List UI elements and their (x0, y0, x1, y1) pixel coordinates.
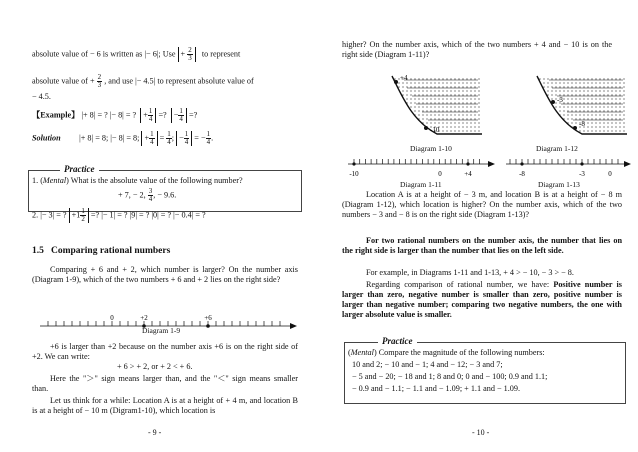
sign: + (143, 110, 148, 120)
practice-question-2 (32, 208, 206, 223)
paragraph-text: Regarding comparison of rational number, we have: (366, 280, 554, 289)
fraction (148, 108, 154, 123)
right-page (322, 0, 638, 452)
cliff-diagram-1-12 (527, 66, 637, 148)
text-fragment: 2. |− 3| = ? (32, 210, 67, 220)
text-fragment: Mental (42, 176, 67, 185)
paragraph-text: Here the "＞" sign means larger than, and the "＜" sign means smaller than. (32, 374, 298, 393)
paragraph-text: Let us think for a while: Location A is at a height of + 4 m, and location B is at a height of − 10 m (Digram1-10), which location is (32, 396, 298, 415)
solution-label: Solution (32, 133, 61, 143)
practice-line: 10 and 2; − 10 and − 1; 4 and − 12; − 3 and 7; (352, 360, 503, 369)
text-fragment: |+ 8| = ? |− 8| = ? (81, 110, 137, 120)
text-fragment: , − 9.6. (153, 190, 177, 200)
text-fragment: absolute value of + (32, 76, 97, 86)
numerator: 1 (184, 130, 189, 138)
text-fragment: absolute value of − 6 is written as |− 6|; Use (32, 49, 178, 59)
axis-label: +4 (464, 170, 472, 178)
fraction (184, 131, 190, 146)
paragraph-text: Location A is at a height of − 3 m, and location B is at a height of − 8 m (Diagram 1-12), which location is higher? On the number axis, which of the two numbers − 3 and − 8 is on the right side (Diagram 1-13)? (342, 190, 622, 219)
denominator: 4 (167, 138, 171, 146)
text-fragment: . (211, 133, 214, 143)
text-line (32, 74, 254, 89)
denominator: 4 (179, 115, 183, 123)
denominator: 4 (148, 115, 153, 123)
point-a (551, 100, 555, 104)
example-label: 【Example】 (32, 110, 80, 120)
paragraph (342, 236, 622, 256)
axis-label: +6 (204, 314, 212, 322)
numerator: 1 (150, 130, 154, 138)
practice-values (118, 188, 176, 203)
text-fragment: =? (188, 110, 198, 120)
axis-label: 0 (438, 170, 442, 178)
height-label: -8 (579, 120, 585, 128)
point-b (424, 126, 428, 130)
page-number: - 9 - (148, 428, 162, 437)
paragraph (32, 396, 298, 416)
absolute-value-expression (176, 131, 192, 146)
sign: +1 (71, 210, 81, 220)
numerator: 1 (206, 130, 211, 138)
paragraph (32, 342, 298, 362)
absolute-value-expression (178, 47, 196, 62)
numerator: 2 (188, 46, 192, 54)
axis-point (352, 162, 355, 165)
numerator: 1 (148, 107, 153, 115)
axis-point (520, 162, 523, 165)
axis-arrow-icon (488, 161, 495, 167)
paragraph (342, 190, 622, 220)
numerator: 3 (148, 187, 153, 195)
fraction (97, 74, 103, 89)
axis-label: -10 (349, 170, 359, 178)
practice-line: − 5 and − 20; − 18 and 1; 8 and 0; 0 and − 100; 0.9 and 1.1; (352, 372, 548, 381)
axis-point (466, 162, 469, 165)
axis-label: -3 (579, 170, 585, 178)
text-fragment: + 7, − 2, (118, 190, 148, 200)
fraction (187, 47, 193, 62)
text-fragment: to represent (201, 49, 241, 59)
sign: + (144, 133, 150, 143)
paragraph-text: Comparing + 6 and + 2, which number is larger? On the number axis (Diagram 1-9), which of the two numbers + 6 and + 2 lies on the right side? (32, 265, 298, 284)
denominator: 3 (97, 81, 102, 89)
paragraph (32, 374, 298, 394)
text-fragment: = (159, 133, 167, 143)
denominator: 4 (150, 138, 154, 146)
practice-title: Practice (378, 336, 417, 346)
text-line (32, 47, 240, 62)
point-b (573, 126, 577, 130)
paragraph (342, 280, 622, 320)
text-fragment: ) What is the absolute value of the following number? (66, 176, 243, 185)
height-label: +4 (400, 74, 408, 82)
example-line (32, 108, 197, 123)
numerator: 1 (179, 107, 183, 115)
axis-label: -8 (519, 170, 525, 178)
denominator: 4 (206, 138, 211, 146)
absolute-value-expression (140, 108, 156, 123)
paragraph-text: For two rational numbers on the number axis, the number that lies on the right side is larger than the number that lies on the left side. (342, 236, 622, 255)
axis-label: 0 (110, 314, 114, 322)
left-page (0, 0, 316, 452)
paragraph-bold-text: Positive number is larger than zero, negative number is smaller than zero, positive number is larger than negative number; comparing two negative numbers, the one with larger absolute value is smaller. (342, 280, 622, 319)
practice-intro: (Mental) Compare the magnitude of the following numbers: (348, 348, 545, 357)
denominator: 2 (81, 215, 85, 223)
axis-point (580, 162, 583, 165)
practice-line: − 0.9 and − 1.1; − 1.1 and − 1.09; + 1.1 and − 1.09. (352, 384, 521, 393)
height-label: -3 (557, 96, 563, 104)
text-fragment: =? |− 1| = ? |9| = ? |0| = ? |− 0.4| = ? (90, 210, 206, 220)
axis-point (206, 324, 210, 328)
cliff-diagram-1-10 (382, 66, 492, 148)
axis-label: +2 (140, 314, 148, 322)
text-fragment: =? (158, 110, 167, 120)
axis-ticks (354, 159, 479, 164)
denominator: 4 (184, 138, 189, 146)
axis-arrow-icon (624, 161, 631, 167)
number-axis-diagram-1-13 (506, 152, 634, 180)
inequality: + 6 > + 2, or + 2 < + 6. (117, 362, 193, 371)
fraction (80, 208, 86, 223)
absolute-value-expression (69, 208, 89, 223)
diagram-caption: Diagram 1-10 (410, 144, 452, 153)
paragraph-text: +6 is larger than +2 because on the number axis +6 is on the right side of +2. We can write: (32, 342, 298, 361)
text-fragment: = (194, 133, 201, 143)
sign: + (180, 49, 186, 59)
text-fragment: 1. ( (32, 176, 43, 185)
paragraph: higher? On the number axis, which of the two numbers + 4 and − 10 is on the right side (Diagram 1-11)? (342, 40, 612, 59)
solution-line: Solution |+ 8| = 8; |− 8| = 8; + $\frac{1}{4}$ = $\frac{1}{4}$ ; − $\frac{1}{4}$ = − $\frac{1}{4}$ . (32, 130, 214, 146)
text-fragment: Mental (350, 348, 374, 357)
numerator: 1 (167, 130, 171, 138)
absolute-value-expression (171, 108, 187, 123)
text-fragment: |+ 8| = 8; |− 8| = 8; (79, 133, 140, 143)
numerator: 2 (97, 73, 102, 81)
paragraph (32, 265, 298, 285)
section-heading (32, 246, 170, 256)
practice-title: Practice (60, 164, 99, 174)
diagram-caption: Diagram 1-9 (142, 326, 181, 335)
axis-ticks (510, 159, 618, 164)
numerator: 1 (81, 207, 85, 215)
denominator: 3 (188, 54, 192, 62)
sign: − (179, 133, 184, 143)
denominator: 4 (148, 195, 153, 203)
text-fragment: ; (171, 133, 175, 143)
absolute-value-expression (141, 131, 157, 146)
point-a (394, 80, 398, 84)
fraction (149, 131, 155, 146)
section-title: Comparing rational numbers (51, 246, 171, 256)
number-axis-diagram-1-11 (348, 152, 496, 180)
section-number: 1.5 (32, 246, 44, 256)
diagram-caption: Diagram 1-11 (400, 180, 442, 189)
text-line: − 4.5. (32, 92, 51, 101)
text-fragment: , and use |− 4.5| to represent absolute value of (104, 76, 254, 86)
height-label: -10 (430, 126, 440, 134)
axis-arrow-icon (290, 323, 297, 329)
paragraph: For example, in Diagrams 1-11 and 1-13, + 4 > − 10, − 3 > − 8. (366, 268, 574, 277)
page-number: - 10 - (472, 428, 490, 437)
diagram-caption: Diagram 1-12 (536, 144, 578, 153)
practice-question-1 (32, 176, 243, 186)
text-fragment: ) Compare the magnitude of the following numbers: (373, 348, 545, 357)
diagram-caption: Diagram 1-13 (538, 180, 580, 189)
fraction (178, 108, 184, 123)
axis-label: 0 (608, 170, 612, 178)
sign: − (173, 110, 179, 120)
